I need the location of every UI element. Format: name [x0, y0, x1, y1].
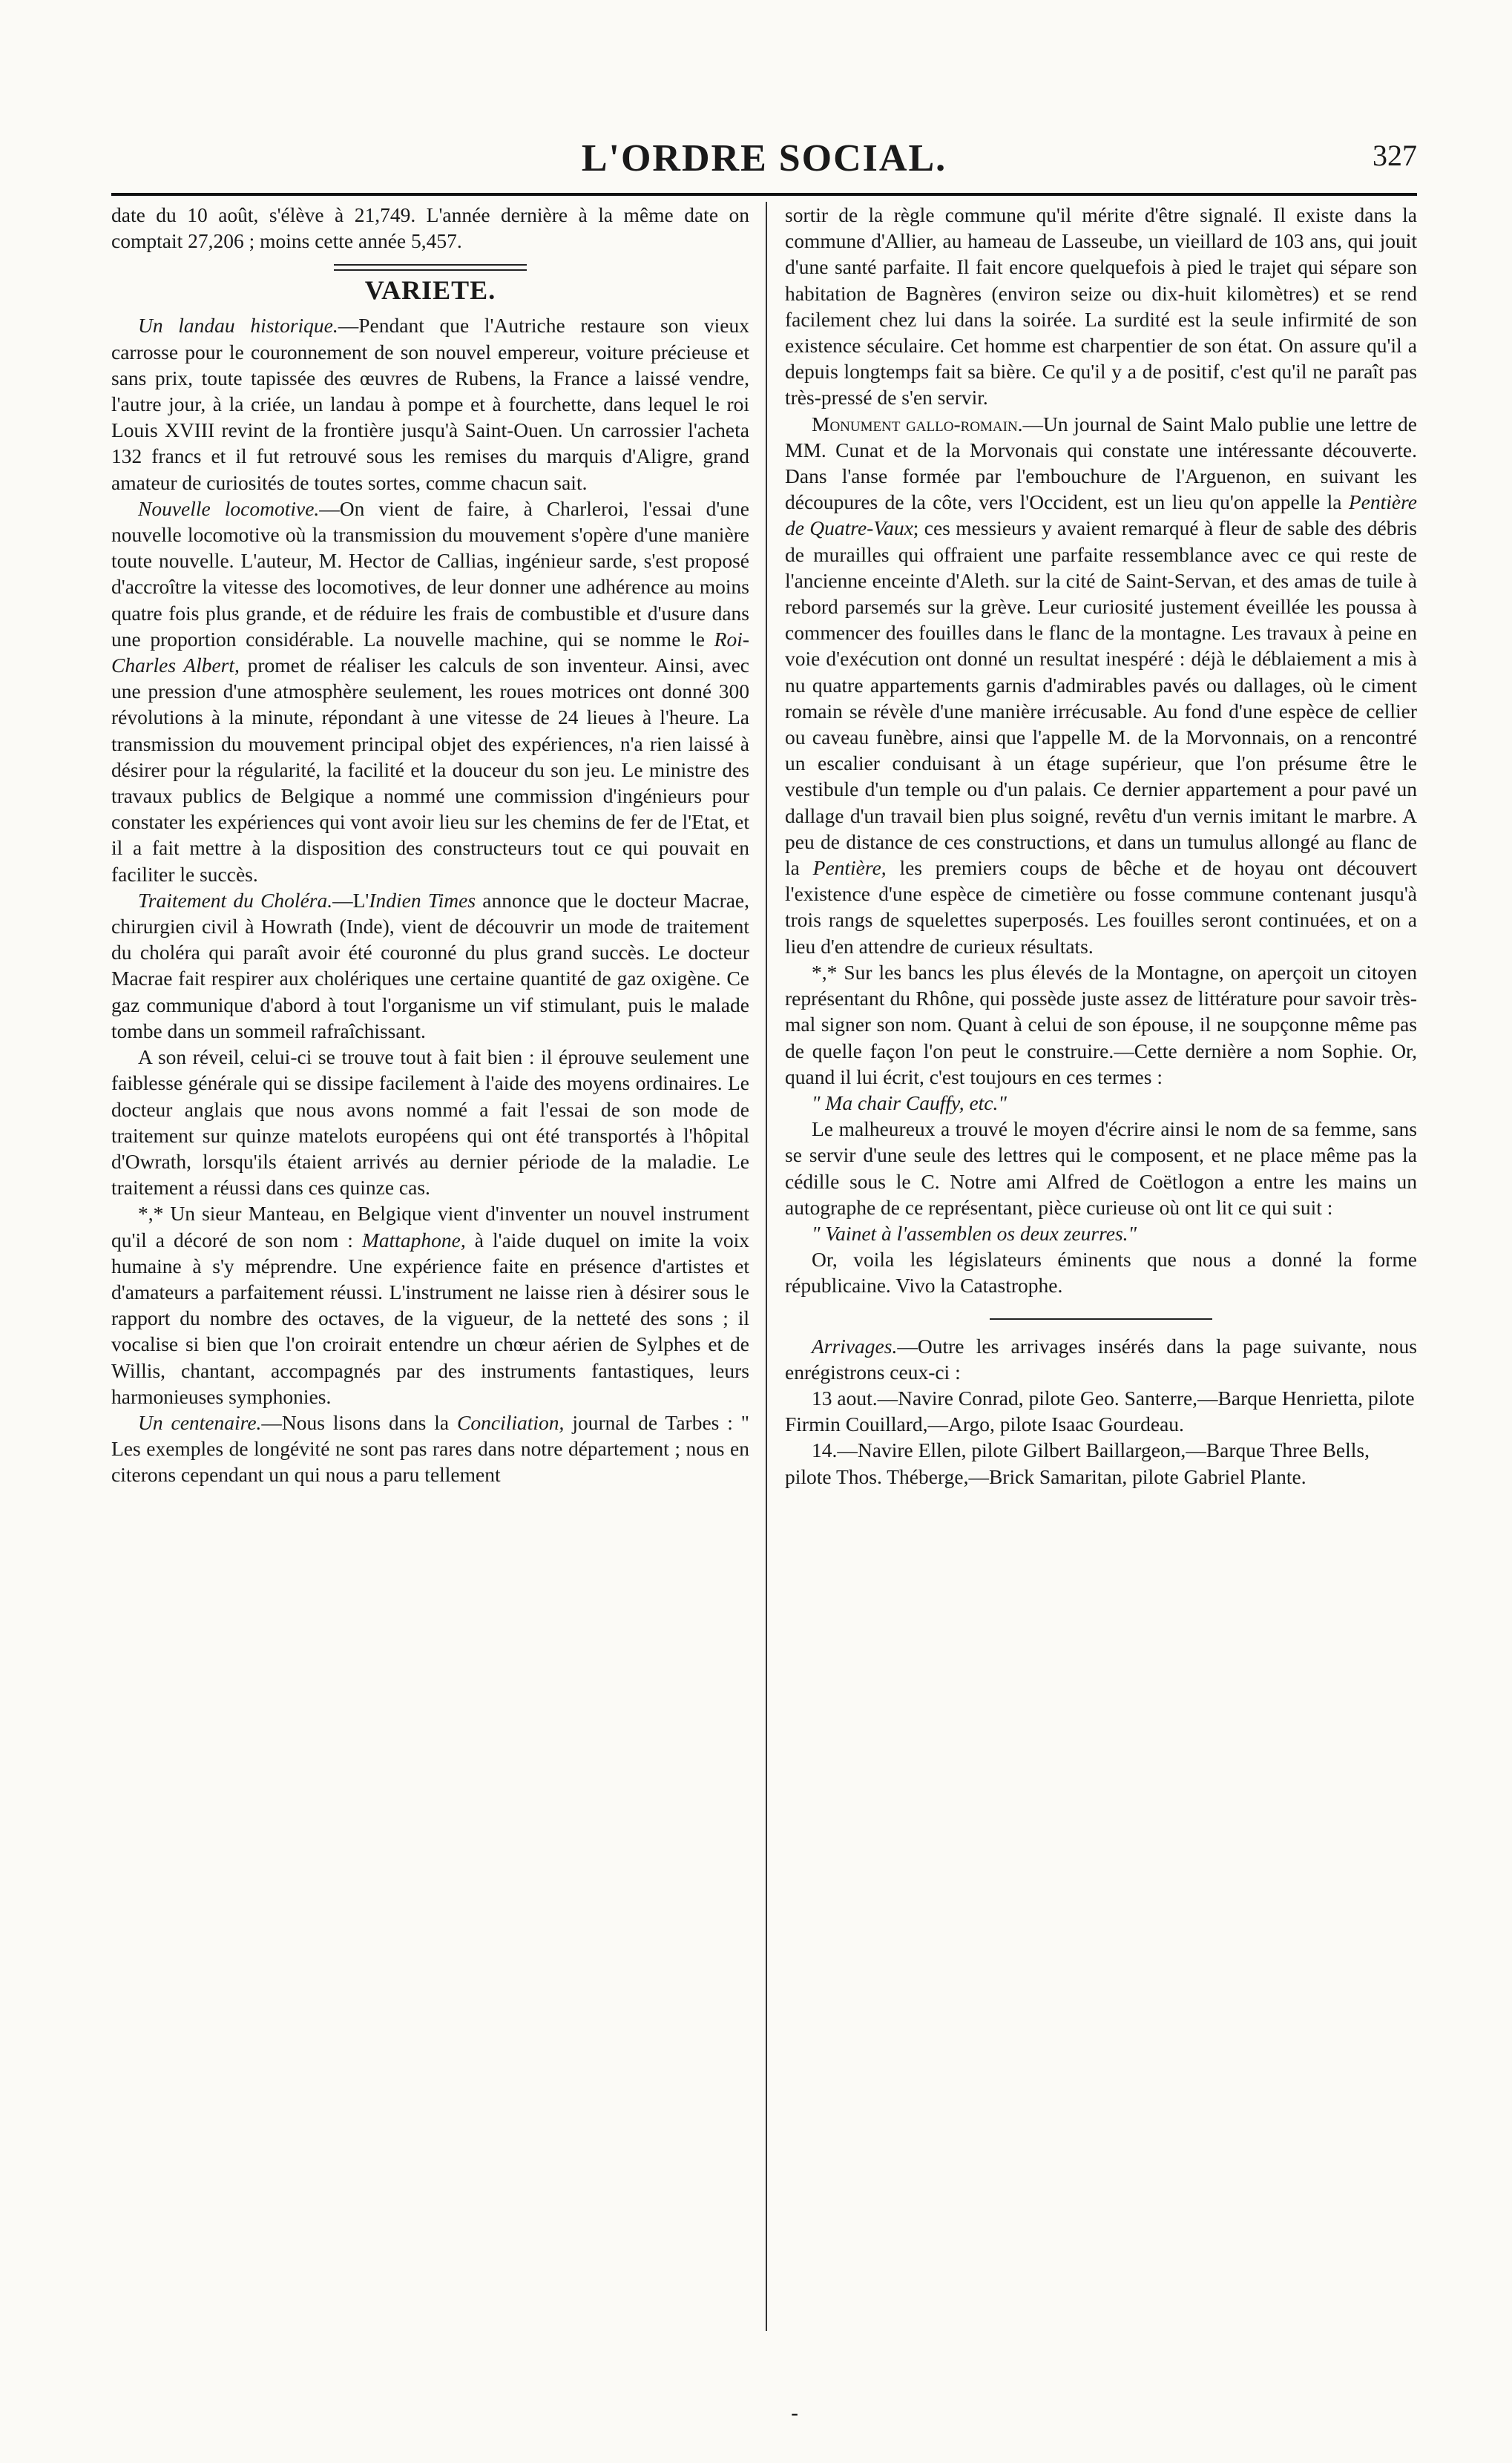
- article-cholera-cont: A son réveil, celui-ci se trouve tout à fait bien : il éprouve seulement une faiblesse générale qui se dissipe facilement à l'aide des moyens ordinaires. Le docteur anglais que nous avons nommé a fait l'essai de son mode de traitement sur quinze matelots européens qui ont été transportés à l'hôpital d'Owrath, lorsqu'ils étaient arrivés au dernier période de la maladie. Le traitement a réussi dans ces quinze cas.: [111, 1045, 749, 1200]
- article-heading: Arrivages.: [812, 1334, 898, 1358]
- article-text: annonce que le docteur Macrae, chirurgien civil à Howrath (Inde), vient de découvrir un mode de traitement du choléra qui paraît avoir été couronné du plus grand succès. Le docteur Macrae fait respirer aux cholériques une certaine quantité de gaz oxigène. Ce gaz communique d'abord à tout l'organisme un vif stimulant, puis le malade tombe dans un sommeil rafraîchissant.: [111, 888, 749, 1042]
- article-text: promet de réaliser les calculs de son inventeur. Ainsi, avec une pression d'une atmosphère seulement, les roues motrices ont donné 300 révolutions à la minute, répondant à une vitesse de 24 lieues à l'heure. La transmission du mouvement principal objet des expériences, n'a rien laissé à désirer pour la régularité, la facilité et la douceur du son jeu. Le ministre des travaux publics de Belgique a nommé une commission d'ingénieurs pour constater les expériences qui vont avoir lieu sur les chemins de fer de l'Etat, et il a fait mettre à la disposition des constructeurs tout ce qui pouvait en faciliter le succès.: [111, 654, 749, 886]
- right-column: [785, 202, 1417, 2398]
- article-heading: Traitement du Choléra.: [138, 888, 333, 912]
- place-name: Pentière de Quatre-Vaux: [785, 490, 1417, 540]
- separator-rule: [990, 1318, 1212, 1320]
- quote-line: " Vainet à l'assemblen os deux zeurres.": [812, 1221, 1137, 1245]
- article-rhone-cont: Le malheureux a trouvé le moyen d'écrire ainsi le nom de sa femme, sans se servir d'une seule des lettres qui le composent, et ne place même pas la cédille sous le C. Notre ami Alfred de Coëtlogon a entre les mains un autographe de ce représentant, pièce curieuse où ont lit ce qui suit :: [785, 1117, 1417, 1219]
- quote-line: " Ma chair Cauffy, etc.": [812, 1091, 1007, 1114]
- article-text: —Pendant que l'Autriche restaure son vieux carrosse pour le couronnement de son nouvel empereur, voiture précieuse et sans prix, toute tapissée des œuvres de Rubens, la France a laissé vendre, l'autre jour, à la criée, un landau à pompe et à fourchette, dans lequel le roi Louis XVIII revint de la frontière jusqu'à Saint-Ouen. Un carrossier l'acheta 132 francs et il fut retrouvé sous les remises du marquis d'Aligre, grand amateur de curiosités de toutes sortes, comme chacun sait.: [111, 314, 749, 494]
- article-landau: [111, 312, 749, 495]
- article-text: —Nous lisons dans la: [261, 1410, 450, 1434]
- newspaper-name: Conciliation,: [457, 1410, 565, 1434]
- article-text: à l'aide duquel on imite la voix humaine à s'y méprendre. Une expérience faite en présence d'artistes et d'amateurs a parfaitement réussi. L'instrument ne laisse rien à désirer sous le rapport du nombre des octaves, de la vigueur, de la netteté des sons ; il vocalise si bien que l'on croirait entendre un chœur aérien de Sylphes et de Willis, chantant, accompagnés par des instruments fantastiques, leurs harmonieuses symphonies.: [111, 1228, 749, 1408]
- machine-name: Roi-Charles Albert,: [111, 627, 749, 677]
- article-locomotive: [111, 496, 749, 887]
- left-column: [111, 202, 749, 2398]
- article-text: —Un journal de Saint Malo publie une lettre de MM. Cunat et de la Morvonais qui constate une intéressante découverte. Dans l'anse formée par l'embouchure de l'Arguenon, en suivant les découpures de la côte, vers l'Occident, est un lieu qu'on appelle la: [785, 412, 1417, 514]
- page-number: 327: [1373, 139, 1417, 172]
- article-heading: Un centenaire.: [138, 1410, 262, 1434]
- article-manteau: [111, 1200, 749, 1410]
- article-text: journal de Tarbes : " Les exemples de longévité ne sont pas rares dans notre département ; nous en citerons cependant un qui nous a paru tellement: [111, 1410, 749, 1487]
- intro-paragraph: date du 10 août, s'élève à 21,749. L'année dernière à la même date on comptait 27,206 ; moins cette année 5,457.: [111, 203, 749, 253]
- article-heading: Nouvelle locomotive.: [138, 496, 320, 520]
- column-divider: [766, 202, 767, 2331]
- article-text: —Outre les arrivages insérés dans la page suivante, nous enrégistrons ceux-ci :: [785, 1334, 1417, 1384]
- article-text: —L': [332, 888, 369, 912]
- page-footer-mark: -: [791, 2401, 799, 2427]
- centenaire-continued: sortir de la règle commune qu'il mérite d'être signalé. Il existe dans la commune d'Allier, au hameau de Lasseube, un vieillard de 103 ans, qui jouit d'une santé parfaite. Il fait encore quelquefois à pied le trajet qui sépare son habitation de Bagnères (environ seize ou dix-huit kilomètres) et se rend facilement chez lui dans la soirée. La surdité est la seule infirmité de son existence séculaire. Cet homme est charpentier de son état. On assure qu'il a depuis longtemps fait sa bière. Ce qu'il y a de positif, c'est qu'il ne paraît pas très-pressé de s'en servir.: [785, 203, 1417, 410]
- article-text: —On vient de faire, à Charleroi, l'essai d'une nouvelle locomotive où la transmission du mouvement s'opère d'une manière toute nouvelle. L'auteur, M. Hector de Callias, ingénieur sarde, s'est proposé d'accroître la vitesse des locomotives, de leur donner une adhérence au moins quatre fois plus grande, et de réduire les frais de combustible et d'usure dans une proportion considérable. La nouvelle machine, qui se nomme le: [111, 496, 749, 651]
- section-title: VARIETE.: [364, 275, 496, 306]
- article-text: *,* Un sieur Manteau, en Belgique vient d'inventer un nouvel instrument qu'il a décoré de son nom :: [111, 1202, 749, 1252]
- article-monument: [785, 411, 1417, 959]
- article-text: ; ces messieurs y avaient remarqué à fleur de sable des débris de murailles qui offraient une parfaite ressemblance avec ce qui reste de l'ancienne enceinte d'Aleth. sur la cité de Saint-Servan, et des amas de tuile à rebord parsemés sur la grève. Leur curiosité justement éveillée les poussa à commencer des fouilles dans le flanc de la montagne. Les travaux à peine en voie d'exécution ont donné un resultat inespéré : déjà le déblaiement a mis à nu quatre appartements garnis d'admirables pavés ou dallages, où le ciment romain se révèle d'une manière irrécusable. Au fond d'une espèce de cellier ou caveau funèbre, ainsi que l'appelle M. de la Morvonnais, on a rencontré un escalier conduisant à un étage supérieur, que l'on présume être le vestibule d'un temple ou d'un palais. Ce dernier appartement a pour pavé un dallage d'un travail bien plus soigné, revêtu d'un vernis imitant le marbre. A peu de distance de ces constructions, et dans un tumulus allongé au flanc de la: [785, 516, 1417, 880]
- newspaper-name: Indien Times: [369, 888, 476, 912]
- double-rule: [334, 264, 527, 271]
- arrivages-intro: [785, 1333, 1417, 1385]
- arrivals-list-item: 14.—Navire Ellen, pilote Gilbert Baillargeon,—Barque Three Bells, pilote Thos. Théberge,—Brick Samaritan, pilote Gabriel Plante.: [785, 1438, 1370, 1488]
- instrument-name: Mattaphone,: [361, 1228, 466, 1252]
- article-heading: Monument gallo-romain.: [812, 412, 1023, 435]
- article-centenaire: [111, 1410, 749, 1488]
- place-name: Pentière,: [812, 856, 887, 880]
- article-cholera: [111, 887, 749, 1044]
- article-text: les premiers coups de bêche et de hoyau ont découvert l'existence d'une espèce de cimetière ou fosse commune contenant jusqu'à trois rangs de squelettes superposés. Les fouilles seront continuées, et on a lieu d'en attendre de curieux résultats.: [785, 856, 1417, 958]
- masthead: L'ORDRE SOCIAL.: [581, 137, 947, 180]
- page-header: [111, 132, 1417, 196]
- article-rhone-end: Or, voila les législateurs éminents que nous a donné la forme républicaine. Vivo la Catastrophe.: [785, 1248, 1417, 1298]
- article-heading: Un landau historique.: [138, 314, 338, 338]
- arrivals-list-item: 13 aout.—Navire Conrad, pilote Geo. Santerre,—Barque Henrietta, pilote Firmin Couillard,—Argo, pilote Isaac Gourdeau.: [785, 1386, 1415, 1436]
- variete-heading: [111, 264, 749, 305]
- article-rhone: *,* Sur les bancs les plus élevés de la Montagne, on aperçoit un citoyen représentant du Rhône, qui possède juste assez de littérature pour savoir très-mal signer son nom. Quant à celui de son épouse, il ne soupçonne même pas de quelle façon l'on peut le construire.—Cette dernière a nom Sophie. Or, quand il lui écrit, c'est toujours en ces termes :: [785, 960, 1417, 1088]
